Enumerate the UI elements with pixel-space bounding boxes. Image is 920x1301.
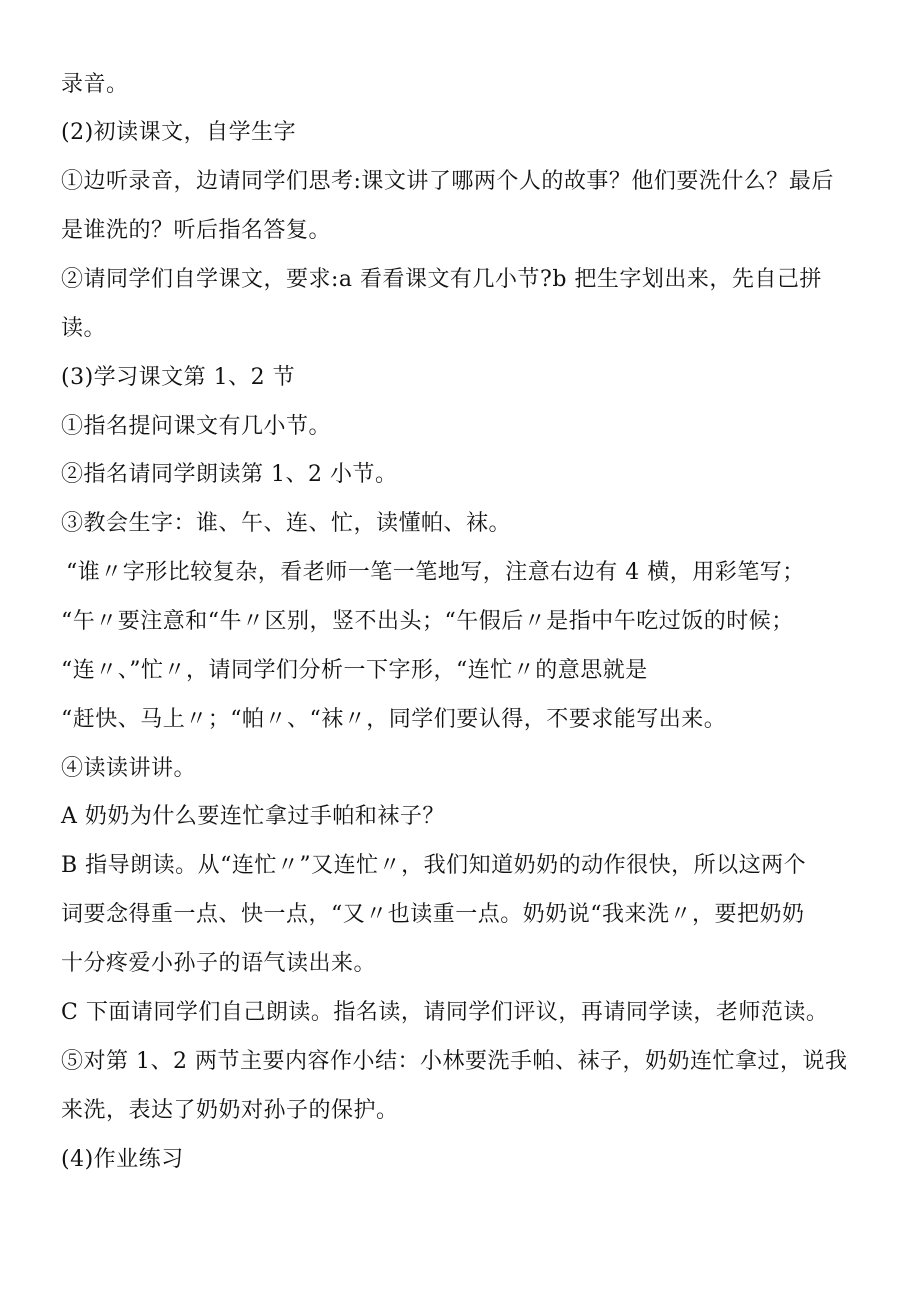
text-line: “连〃、”忙〃，请同学们分析一下字形，“连忙〃的意思就是 xyxy=(61,658,648,683)
text-line: 十分疼爱小孙子的语气读出来。 xyxy=(61,951,377,976)
text-line: ⑤对第 1、2 两节主要内容作小结：小林要洗手帕、袜子，奶奶连忙拿过，说我 xyxy=(61,1049,848,1074)
text-line: ①边听录音，边请同学们思考:课文讲了哪两个人的故事？他们要洗什么？最后 xyxy=(61,169,834,194)
text-line: 录音。 xyxy=(61,72,129,97)
text-line: “赶快、马上〃；“帕〃、“袜〃，同学们要认得，不要求能写出来。 xyxy=(61,707,727,732)
text-line: ②请同学们自学课文，要求:a 看看课文有几小节?b 把生字划出来，先自己拼 xyxy=(61,267,822,292)
text-line: ④读读讲讲。 xyxy=(61,756,197,781)
section-heading: (4)作业练习 xyxy=(61,1147,184,1172)
text-line: 来洗，表达了奶奶对孙子的保护。 xyxy=(61,1098,399,1123)
text-line: B 指导朗读。从“连忙〃”又连忙〃，我们知道奶奶的动作很快，所以这两个 xyxy=(61,853,807,878)
text-line: ①指名提问课文有几小节。 xyxy=(61,414,332,439)
text-line: 词要念得重一点、快一点，“又〃也读重一点。奶奶说“我来洗〃，要把奶奶 xyxy=(61,902,805,927)
text-line: A 奶奶为什么要连忙拿过手帕和袜子？ xyxy=(61,804,445,829)
text-line: 是谁洗的？听后指名答复。 xyxy=(61,218,332,243)
text-line: “谁〃字形比较复杂，看老师一笔一笔地写，注意右边有 4 横，用彩笔写； xyxy=(66,560,805,585)
text-line: 读。 xyxy=(61,316,107,341)
text-line: “午〃要注意和“牛〃区别，竖不出头；“午假后〃是指中午吃过饭的时候； xyxy=(61,609,794,634)
text-line: ③教会生字：谁、午、连、忙，读懂帕、袜。 xyxy=(61,511,512,536)
text-line: C 下面请同学们自己朗读。指名读，请同学们评议，再请同学读，老师范读。 xyxy=(61,1000,829,1025)
section-heading: (3)学习课文第 1、2 节 xyxy=(61,365,296,390)
text-line: ②指名请同学朗读第 1、2 小节。 xyxy=(61,462,398,487)
section-heading: (2)初读课文，自学生字 xyxy=(61,120,297,145)
